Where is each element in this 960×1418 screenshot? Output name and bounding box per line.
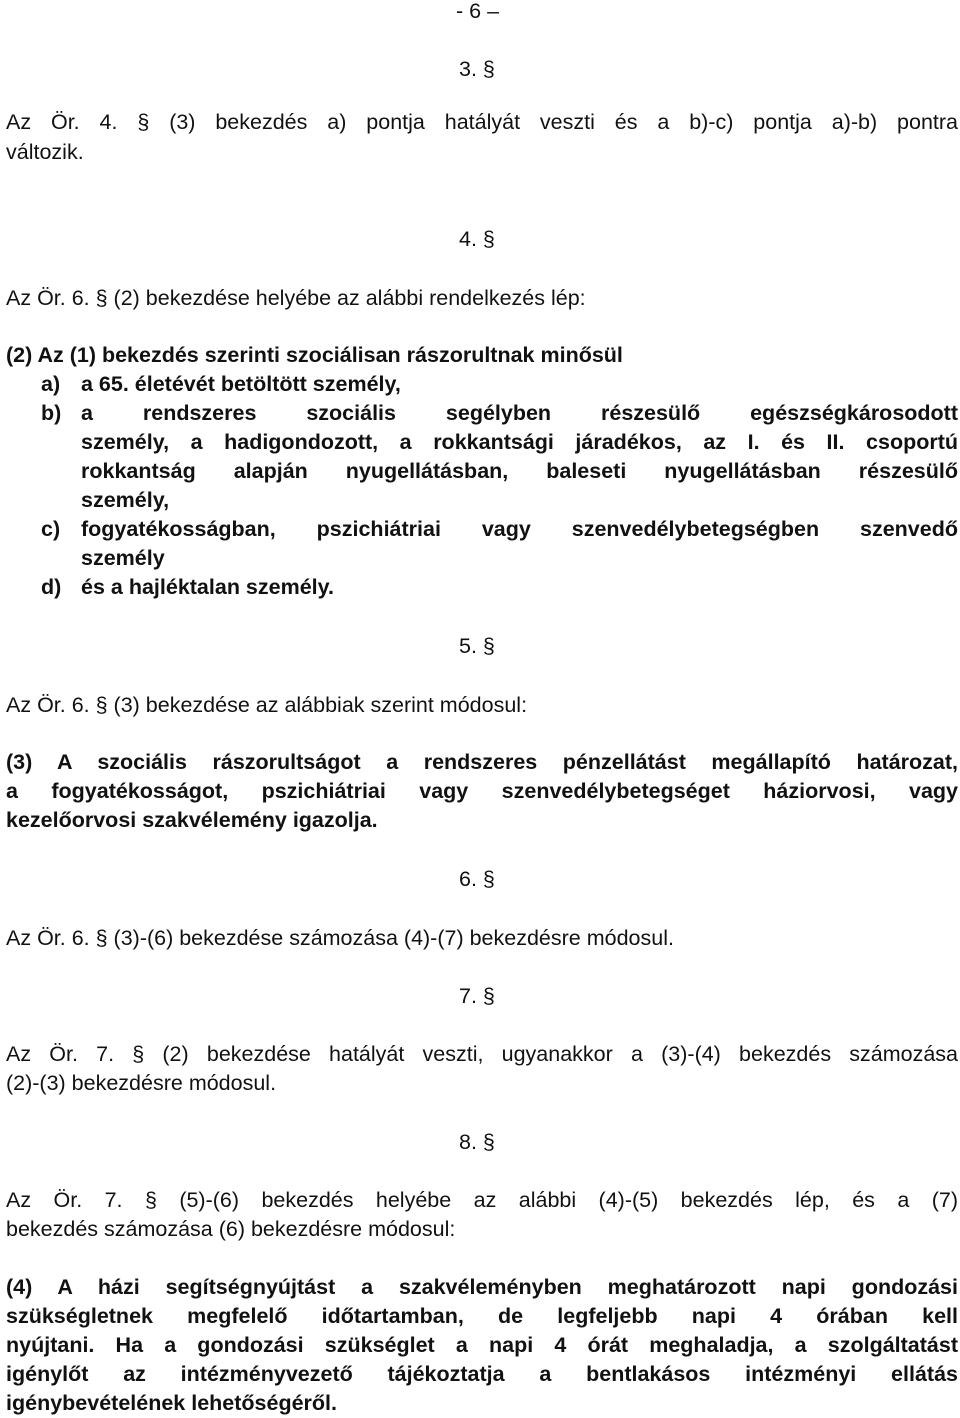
item-b-line-3: rokkantság alapján nyugellátásban, baleseti nyugellátásban részesülő bbox=[81, 459, 958, 483]
section-5-line-1: (3) A szociális rászorultságot a rendszeres pénzellátást megállapító határozat, bbox=[6, 750, 958, 774]
item-b-line-1: a rendszeres szociális segélyben részesülő egészségkárosodott bbox=[81, 401, 958, 425]
section-5-line-2: a fogyatékosságot, pszichiátriai vagy szenvedélybetegséget háziorvosi, vagy bbox=[6, 779, 958, 803]
section-8-bold-line-4: igénylőt az intézményvezető tájékoztatja a bentlakásos intézményi ellátás bbox=[6, 1362, 958, 1386]
item-a-line-1: a 65. életévét betöltött személy, bbox=[81, 372, 401, 396]
section-4-lead: (2) Az (1) bekezdés szerinti szociálisan rászorultnak minősül bbox=[6, 343, 623, 367]
item-b-line-2: személy, a hadigondozott, a rokkantsági járadékos, az I. és II. csoportú bbox=[81, 430, 958, 454]
item-c-label: c) bbox=[41, 517, 61, 541]
section-7-line-1: Az Ör. 7. § (2) bekezdése hatályát veszti, ugyanakkor a (3)-(4) bekezdés számozása bbox=[6, 1042, 958, 1066]
item-a-label: a) bbox=[41, 372, 61, 396]
section-8-bold-line-5: igénybevételének lehetőségéről. bbox=[6, 1391, 337, 1415]
section-4-intro: Az Ör. 6. § (2) bekezdése helyébe az alábbi rendelkezés lép: bbox=[6, 286, 586, 310]
section-3-line-2: változik. bbox=[6, 140, 84, 164]
section-8-bold-line-2: szükségletnek megfelelő időtartamban, de legfeljebb napi 4 órában kell bbox=[6, 1304, 958, 1328]
section-8-line-2: bekezdés számozása (6) bekezdésre módosul: bbox=[6, 1217, 456, 1241]
item-c-line-2: személy bbox=[81, 546, 165, 570]
section-6-intro: Az Ör. 6. § (3)-(6) bekezdése számozása (4)-(7) bekezdésre módosul. bbox=[6, 926, 674, 950]
section-5-heading: 5. § bbox=[459, 634, 495, 658]
section-8-bold-line-3: nyújtani. Ha a gondozási szükséglet a napi 4 órát meghaladja, a szolgáltatást bbox=[6, 1333, 958, 1357]
page-number: - 6 – bbox=[456, 0, 500, 23]
section-5-line-3: kezelőorvosi szakvélemény igazolja. bbox=[6, 808, 378, 832]
section-7-line-2: (2)-(3) bekezdésre módosul. bbox=[6, 1071, 277, 1095]
section-5-intro: Az Ör. 6. § (3) bekezdése az alábbiak szerint módosul: bbox=[6, 693, 528, 717]
section-6-heading: 6. § bbox=[459, 867, 495, 891]
item-b-line-4: személy, bbox=[81, 488, 170, 512]
section-4-heading: 4. § bbox=[459, 227, 495, 251]
section-3-line-1: Az Ör. 4. § (3) bekezdés a) pontja hatályát veszti és a b)-c) pontja a)-b) pontra bbox=[6, 110, 958, 134]
item-d-line-1: és a hajléktalan személy. bbox=[81, 575, 334, 599]
item-b-label: b) bbox=[41, 401, 62, 425]
section-7-heading: 7. § bbox=[459, 984, 495, 1008]
section-8-bold-line-1: (4) A házi segítségnyújtást a szakvéleményben meghatározott napi gondozási bbox=[6, 1275, 958, 1299]
section-8-line-1: Az Ör. 7. § (5)-(6) bekezdés helyébe az alábbi (4)-(5) bekezdés lép, és a (7) bbox=[6, 1188, 958, 1212]
section-8-heading: 8. § bbox=[459, 1130, 495, 1154]
item-d-label: d) bbox=[41, 575, 62, 599]
section-3-heading: 3. § bbox=[459, 57, 495, 81]
item-c-line-1: fogyatékosságban, pszichiátriai vagy szenvedélybetegségben szenvedő bbox=[81, 517, 958, 541]
